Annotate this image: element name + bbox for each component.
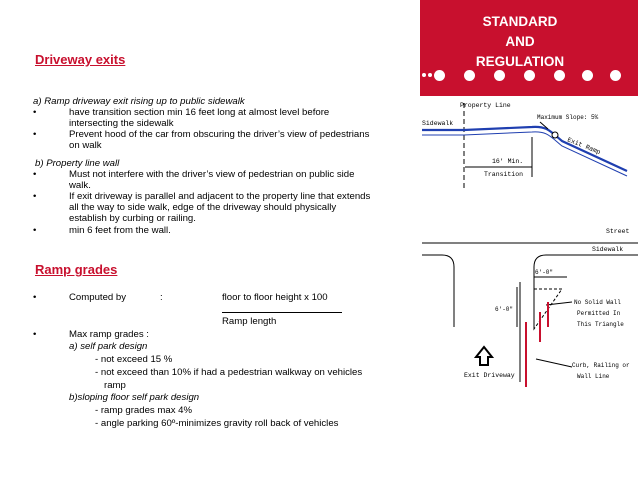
curb-label: Curb, Railing or [572, 362, 630, 369]
self-park-item: - not exceed than 10% if had a pedestrian walkway on vehicles [95, 367, 363, 378]
bullet: • [33, 107, 37, 118]
sidewalk-label-2: Sidewalk [592, 246, 624, 253]
banner-dot [524, 70, 535, 81]
driveway-a1-text: have transition section min 16 feet long at almost level before [69, 107, 330, 118]
banner-dot-small [428, 73, 432, 77]
sloping-item: - angle parking 60º-minimizes gravity roll back of vehicles [95, 418, 339, 429]
banner-dot [582, 70, 593, 81]
sidewalk-label: Sidewalk [422, 120, 454, 127]
exit-ramp-label: Exit Ramp [566, 136, 602, 157]
driveway-b2-text: If exit driveway is parallel and adjacent to the property line that extends [69, 191, 371, 202]
driveway-a1-text: intersecting the sidewalk [69, 118, 174, 129]
no-solid-wall-label: This Triangle [577, 321, 624, 328]
no-solid-wall-label: No Solid Wall [574, 299, 621, 306]
banner-dot-small [422, 73, 426, 77]
driveway-b1-text: Must not interfere with the driver’s view of pedestrian on public side [69, 169, 355, 180]
transition-label: Transition [484, 171, 524, 178]
ramp-heading: Ramp grades [35, 262, 118, 277]
max-slope-label: Maximum Slope: 5% [537, 114, 599, 121]
exit-arrow-icon [476, 347, 492, 365]
driveway-a2-text: Prevent hood of the car from obscuring the driver’s view of pedestrians [69, 129, 370, 140]
driveway-b2-text: establish by curbing or railing. [69, 213, 196, 224]
hatched-posts [526, 302, 548, 387]
banner-dot [464, 70, 475, 81]
driveway-a2-text: on walk [69, 140, 102, 151]
triangle-dimension-label: 6'-0" [535, 269, 554, 276]
min-length-label: 16' Min. [492, 158, 524, 165]
bullet: • [33, 191, 37, 202]
driveway-edge-left [422, 255, 454, 327]
max-grades-label: Max ramp grades : [69, 329, 149, 340]
self-park-item: ramp [104, 380, 126, 391]
driveway-b-title: b) Property line wall [35, 158, 120, 169]
formula-numerator: floor to floor height x 100 [222, 292, 328, 303]
self-park-item: - not exceed 15 % [95, 354, 173, 365]
formula-fraction-bar [222, 312, 342, 313]
grade-change-point [552, 132, 558, 138]
driveway-diagrams [422, 97, 638, 478]
sloping-title: b)sloping floor self park design [69, 392, 200, 403]
title-banner [420, 0, 638, 96]
property-line-label: Property Line [460, 102, 511, 109]
triangle-dimension-label: 6'-0" [495, 306, 514, 313]
bullet: • [33, 129, 37, 140]
banner-line-3: REGULATION [475, 54, 565, 69]
bullet: • [33, 169, 37, 180]
bullet: • [33, 292, 37, 303]
curb-leader [536, 359, 572, 367]
driveway-heading: Driveway exits [35, 52, 126, 67]
no-solid-wall-label: Permitted In [577, 310, 621, 317]
banner-dot [494, 70, 505, 81]
banner-line-1: STANDARD [482, 14, 558, 29]
self-park-title: a) self park design [69, 341, 148, 352]
driveway-a-title: a) Ramp driveway exit rising up to public sidewalk [33, 96, 245, 107]
bullet: • [33, 329, 37, 340]
driveway-b2-text: all the way to side walk, edge of the driveway should physically [69, 202, 337, 213]
street-label: Street [606, 228, 630, 235]
exit-driveway-label: Exit Driveway [464, 372, 515, 379]
bullet: • [33, 225, 37, 236]
computed-by-colon: : [160, 292, 163, 303]
diagram-panel [422, 97, 638, 478]
banner-line-2: AND [505, 34, 535, 49]
banner-dot [434, 70, 445, 81]
curb-label: Wall Line [577, 373, 610, 380]
triangle-leader [546, 302, 572, 305]
formula-denominator: Ramp length [222, 316, 277, 327]
driveway-b3-text: min 6 feet from the wall. [69, 225, 171, 236]
sloping-item: - ramp grades max 4% [95, 405, 193, 416]
banner-dot [610, 70, 621, 81]
computed-by-label: Computed by [69, 292, 127, 303]
driveway-b1-text: walk. [69, 180, 91, 191]
banner-dot [554, 70, 565, 81]
